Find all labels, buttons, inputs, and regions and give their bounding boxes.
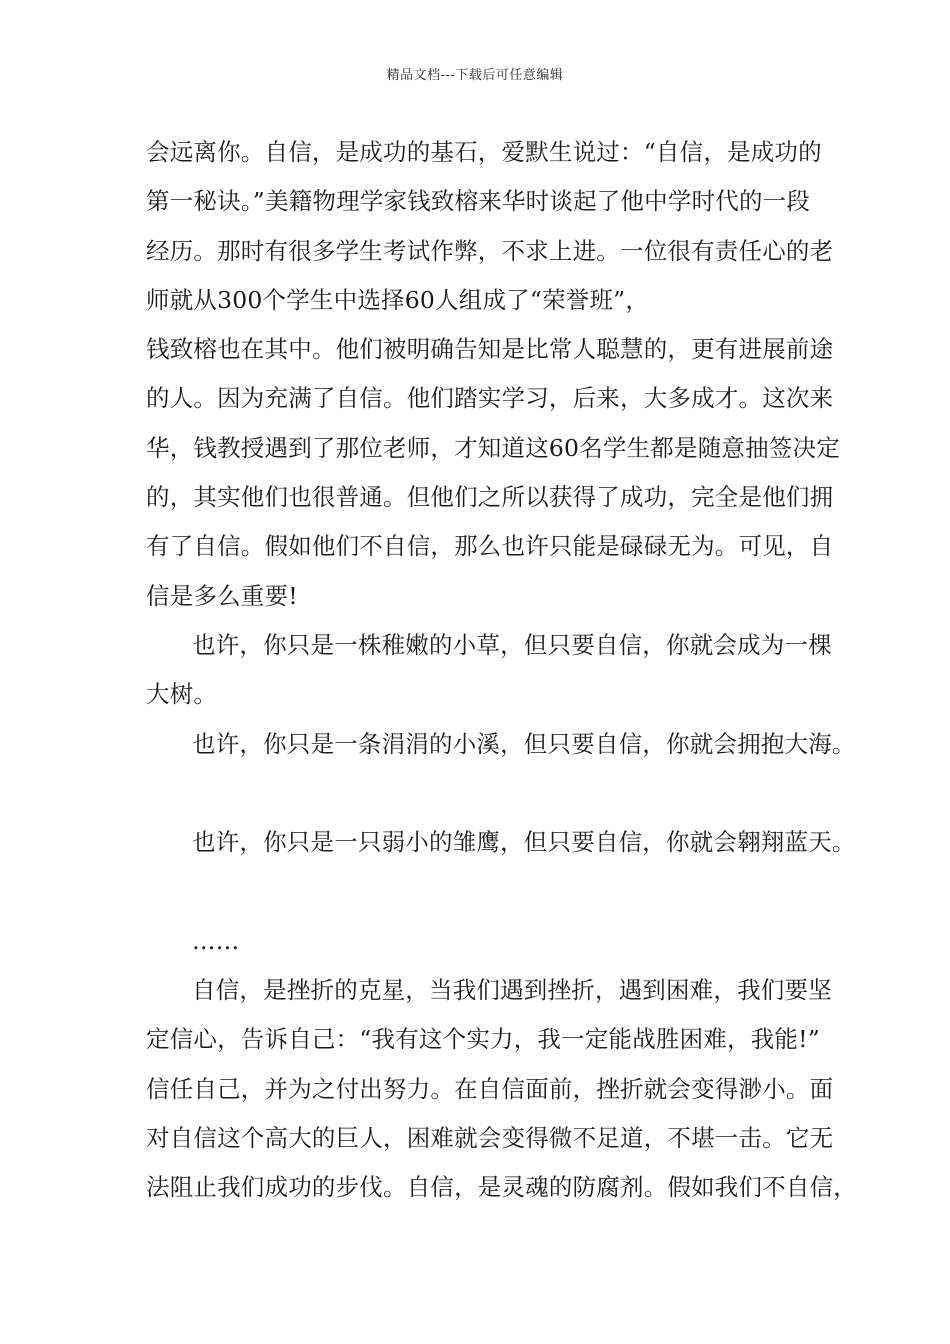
text-line: 对自信这个高大的巨人，困难就会变得微不足道，不堪一击。它无	[146, 1123, 834, 1152]
text-line: 自信，是挫折的克星，当我们遇到挫折，遇到困难，我们要坚	[192, 976, 832, 1005]
paragraph-gap	[146, 769, 818, 818]
text-line: 第一秘诀。”美籍物理学家钱致榕来华时谈起了他中学时代的一段	[146, 187, 811, 216]
document-body	[146, 128, 857, 1213]
paragraph-gap	[146, 867, 818, 916]
text-line: 经历。那时有很多学生考试作弊，不求上进。一位很有责任心的老	[146, 236, 834, 265]
text-line: 信是多么重要!	[146, 581, 298, 610]
text-line: 也许，你只是一只弱小的雏鹰，但只要自信，你就会翱翔蓝天。	[192, 828, 856, 857]
text-line: 也许，你只是一条涓涓的小溪，但只要自信，你就会拥抱大海。	[192, 729, 856, 758]
text-line: 的人。因为充满了自信。他们踏实学习，后来，大多成才。这次来	[146, 384, 834, 413]
text-line: 会远离你。自信，是成功的基石，爱默生说过：“自信，是成功的	[146, 138, 822, 166]
text-line: 定信心，告诉自己：“我有这个实力，我一定能战胜困难，我能!”	[146, 1025, 820, 1054]
text-line: 信任自己，并为之付出努力。在自信面前，挫折就会变得渺小。面	[146, 1074, 834, 1103]
text-line: 华，钱教授遇到了那位老师，才知道这60名学生都是随意抽签决定	[146, 433, 840, 462]
text-line: 的，其实他们也很普通。但他们之所以获得了成功，完全是他们拥	[146, 483, 834, 512]
text-line: 钱致榕也在其中。他们被明确告知是比常人聪慧的，更有进展前途	[146, 335, 834, 364]
text-line: 师就从300个学生中选择60人组成了“荣誉班”，	[146, 285, 650, 314]
page-header: 精品文档---下载后可任意编辑	[386, 68, 564, 83]
ellipsis-line: ……	[192, 926, 240, 955]
text-line: 有了自信。假如他们不自信，那么也许只能是碌碌无为。可见，自	[146, 532, 834, 561]
text-line: 大树。	[146, 680, 218, 709]
text-line: 法阻止我们成功的步伐。自信，是灵魂的防腐剂。假如我们不自信，	[146, 1173, 857, 1202]
text-line: 也许，你只是一株稚嫩的小草，但只要自信，你就会成为一棵	[192, 630, 832, 659]
